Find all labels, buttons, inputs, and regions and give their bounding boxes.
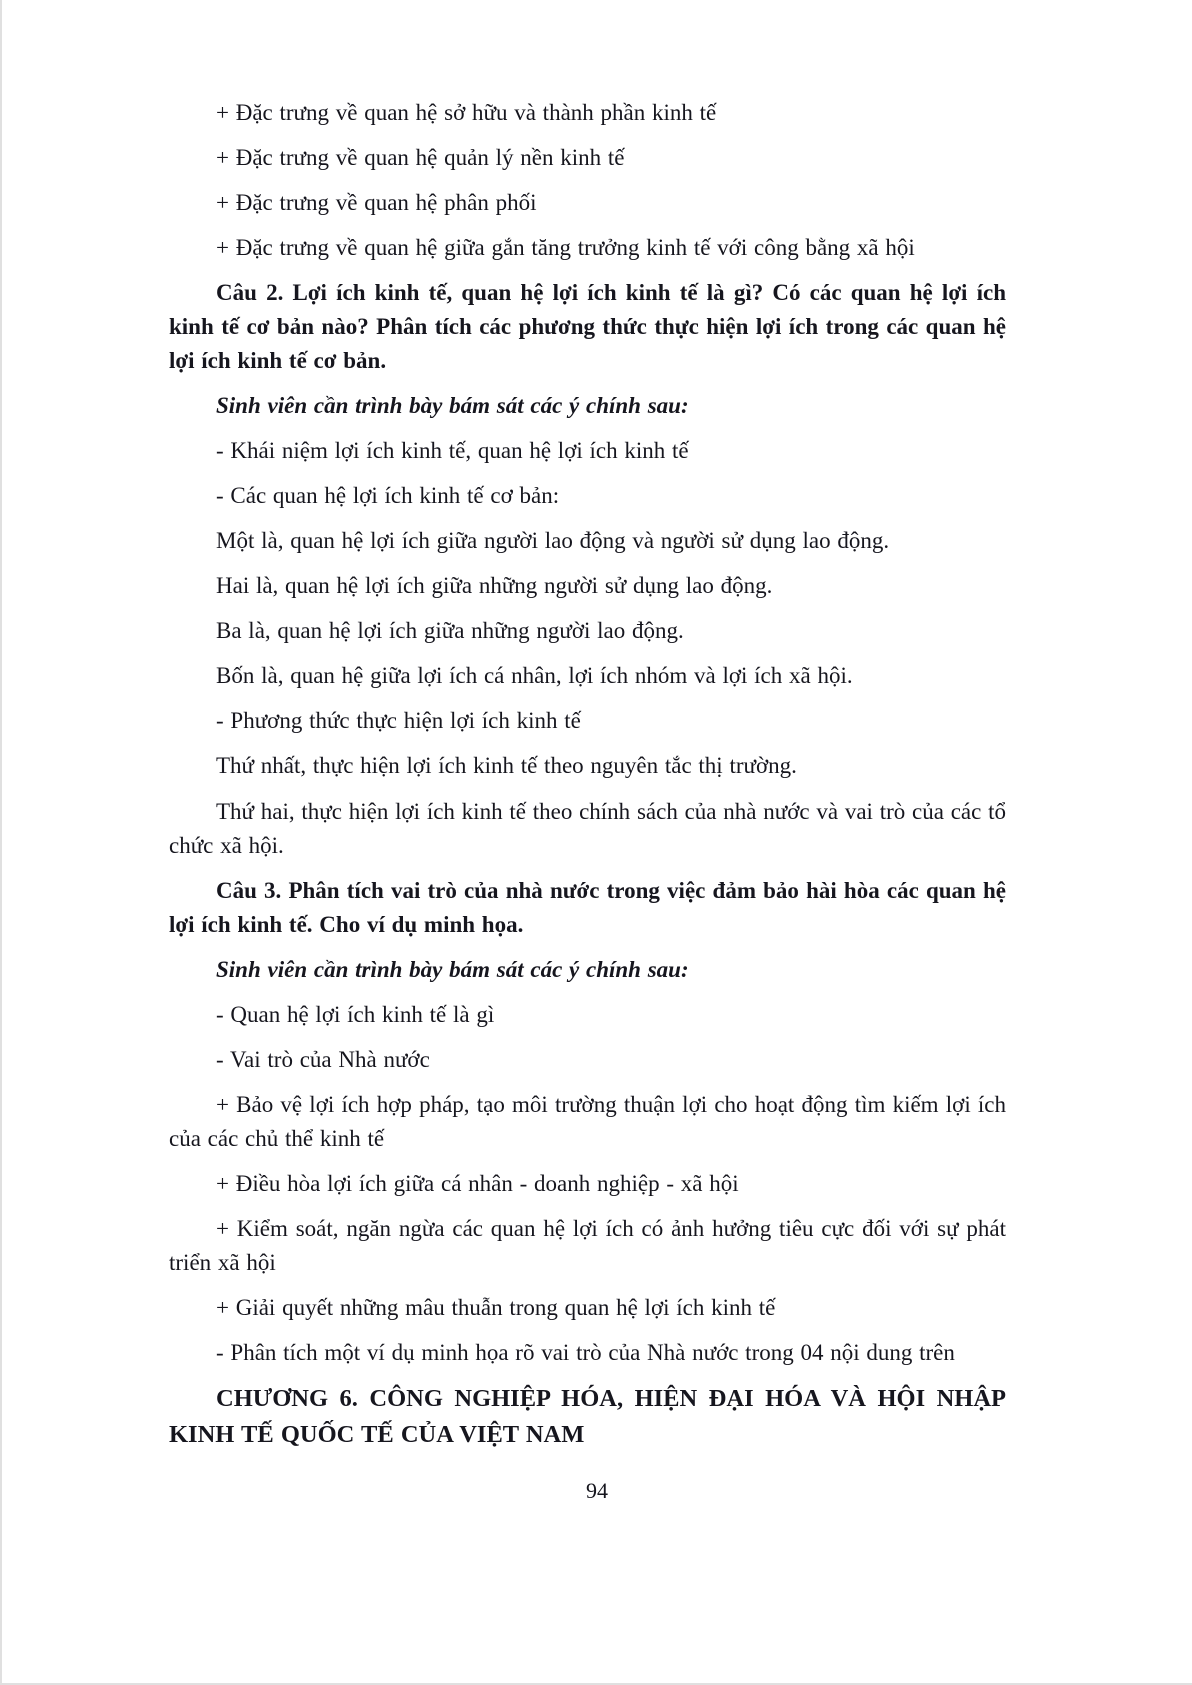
chapter-title: CHƯƠNG 6. CÔNG NGHIỆP HÓA, HIỆN ĐẠI HÓA VÀ HỘI NHẬP KINH TẾ QUỐC TẾ CỦA VIỆT NAM <box>169 1384 1006 1449</box>
paragraph: Một là, quan hệ lợi ích giữa người lao động và người sử dụng lao động. <box>216 528 890 554</box>
paragraph: + Bảo vệ lợi ích hợp pháp, tạo môi trường thuận lợi cho hoạt động tìm kiếm lợi ích của các chủ thể kinh tế <box>169 1091 1006 1151</box>
paragraph: - Phân tích một ví dụ minh họa rõ vai trò của Nhà nước trong 04 nội dung trên <box>216 1339 955 1365</box>
page-footer <box>2 1478 1192 1504</box>
paragraph: - Các quan hệ lợi ích kinh tế cơ bản: <box>216 483 560 509</box>
document-body <box>169 96 1006 1453</box>
paragraph: Thứ hai, thực hiện lợi ích kinh tế theo chính sách của nhà nước và vai trò của các tổ chức xã hội. <box>169 798 1006 858</box>
paragraph: + Đặc trưng về quan hệ phân phối <box>216 190 537 216</box>
paragraph: Hai là, quan hệ lợi ích giữa những người sử dụng lao động. <box>216 573 773 599</box>
paragraph: + Đặc trưng về quan hệ quản lý nền kinh tế <box>216 145 625 171</box>
paragraph: Ba là, quan hệ lợi ích giữa những người lao động. <box>216 618 684 644</box>
paragraph: - Phương thức thực hiện lợi ích kinh tế <box>216 708 581 734</box>
paragraph: + Đặc trưng về quan hệ giữa gắn tăng trưởng kinh tế với công bằng xã hội <box>216 235 915 261</box>
paragraph: + Đặc trưng về quan hệ sở hữu và thành phần kinh tế <box>216 100 717 125</box>
paragraph: + Điều hòa lợi ích giữa cá nhân - doanh nghiệp - xã hội <box>216 1170 739 1196</box>
paragraph: - Quan hệ lợi ích kinh tế là gì <box>216 1001 495 1027</box>
paragraph: + Kiểm soát, ngăn ngừa các quan hệ lợi ích có ảnh hưởng tiêu cực đối với sự phát triển xã hội <box>169 1215 1006 1275</box>
paragraph: Bốn là, quan hệ giữa lợi ích cá nhân, lợi ích nhóm và lợi ích xã hội. <box>216 663 853 689</box>
paragraph: + Giải quyết những mâu thuẫn trong quan hệ lợi ích kinh tế <box>216 1294 776 1320</box>
paragraph: - Khái niệm lợi ích kinh tế, quan hệ lợi ích kinh tế <box>216 438 689 464</box>
guideline: Sinh viên cần trình bày bám sát các ý chính sau: <box>216 956 689 982</box>
paragraph: - Vai trò của Nhà nước <box>216 1046 430 1072</box>
question-title: Câu 3. Phân tích vai trò của nhà nước trong việc đảm bảo hài hòa các quan hệ lợi ích kinh tế. Cho ví dụ minh họa. <box>169 877 1006 937</box>
document-page <box>169 96 1006 1464</box>
paragraph: Thứ nhất, thực hiện lợi ích kinh tế theo nguyên tắc thị trường. <box>216 753 797 779</box>
guideline: Sinh viên cần trình bày bám sát các ý chính sau: <box>216 393 689 419</box>
page-number: 94 <box>586 1478 608 1503</box>
question-title: Câu 2. Lợi ích kinh tế, quan hệ lợi ích kinh tế là gì? Có các quan hệ lợi ích kinh tế cơ bản nào? Phân tích các phương thức thực hiện lợi ích trong các quan hệ lợi ích kinh tế cơ bản. <box>169 280 1006 374</box>
